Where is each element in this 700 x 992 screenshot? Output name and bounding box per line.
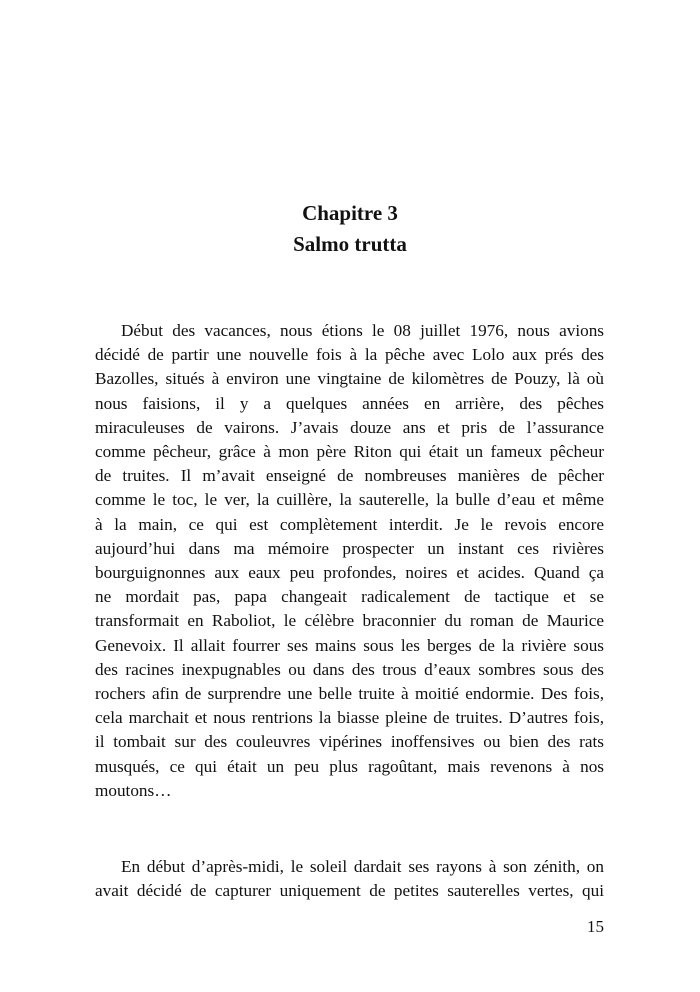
chapter-number: Chapitre 3 (302, 201, 398, 225)
text-line: transformait en Raboliot, le célèbre braconnier du roman de Maurice (95, 611, 604, 631)
text-line: nous faisions, il y a quelques années en arrière, des pêches (95, 393, 604, 413)
paragraph (95, 855, 604, 903)
chapter-heading (0, 198, 700, 260)
text-line: miraculeuses de vairons. J’avais douze ans et pris de l’assurance (95, 417, 604, 437)
text-line: bourguignonnes aux eaux peu profondes, noires et acides. Quand ça (95, 563, 604, 583)
text-line: comme pêcheur, grâce à mon père Riton qui était un fameux pêcheur (95, 442, 604, 462)
text-line: rochers afin de surprendre une belle truite à moitié endormie. Des fois, (95, 684, 604, 704)
text-line: musqués, ce qui était un peu plus ragoûtant, mais revenons à nos (95, 756, 604, 776)
text-line: décidé de partir une nouvelle fois à la pêche avec Lolo aux prés des (95, 345, 604, 365)
paragraph (95, 319, 604, 803)
text-line: il tombait sur des couleuvres vipérines inoffensives ou bien des rats (95, 732, 604, 752)
text-line: ne mordait pas, papa changeait radicalement de tactique et se (95, 587, 604, 607)
text-line: des racines inexpugnables ou dans des trous d’eaux sombres sous des (95, 659, 604, 679)
text-line: moutons… (95, 780, 172, 800)
text-line: de truites. Il m’avait enseigné de nombreuses manières de pêcher (95, 466, 604, 486)
text-line: Bazolles, situés à environ une vingtaine de kilomètres de Pouzy, là où (95, 369, 604, 389)
text-line: comme le toc, le ver, la cuillère, la sauterelle, la bulle d’eau et même (95, 490, 604, 510)
text-line: cela marchait et nous rentrions la biasse pleine de truites. D’autres fois, (95, 708, 604, 728)
text-line: Genevoix. Il allait fourrer ses mains sous les berges de la rivière sous (95, 635, 604, 655)
text-line: avait décidé de capturer uniquement de petites sauterelles vertes, qui (95, 881, 604, 901)
text-line: En début d’après-midi, le soleil dardait ses rayons à son zénith, on (121, 857, 604, 876)
text-line: aujourd’hui dans ma mémoire prospecter un instant ces rivières (95, 538, 604, 558)
page-number: 15 (587, 917, 604, 936)
text-line: Début des vacances, nous étions le 08 juillet 1976, nous avions (121, 321, 604, 340)
text-line: à la main, ce qui est complètement interdit. Je le revois encore (95, 514, 604, 534)
chapter-title: Salmo trutta (293, 232, 407, 256)
